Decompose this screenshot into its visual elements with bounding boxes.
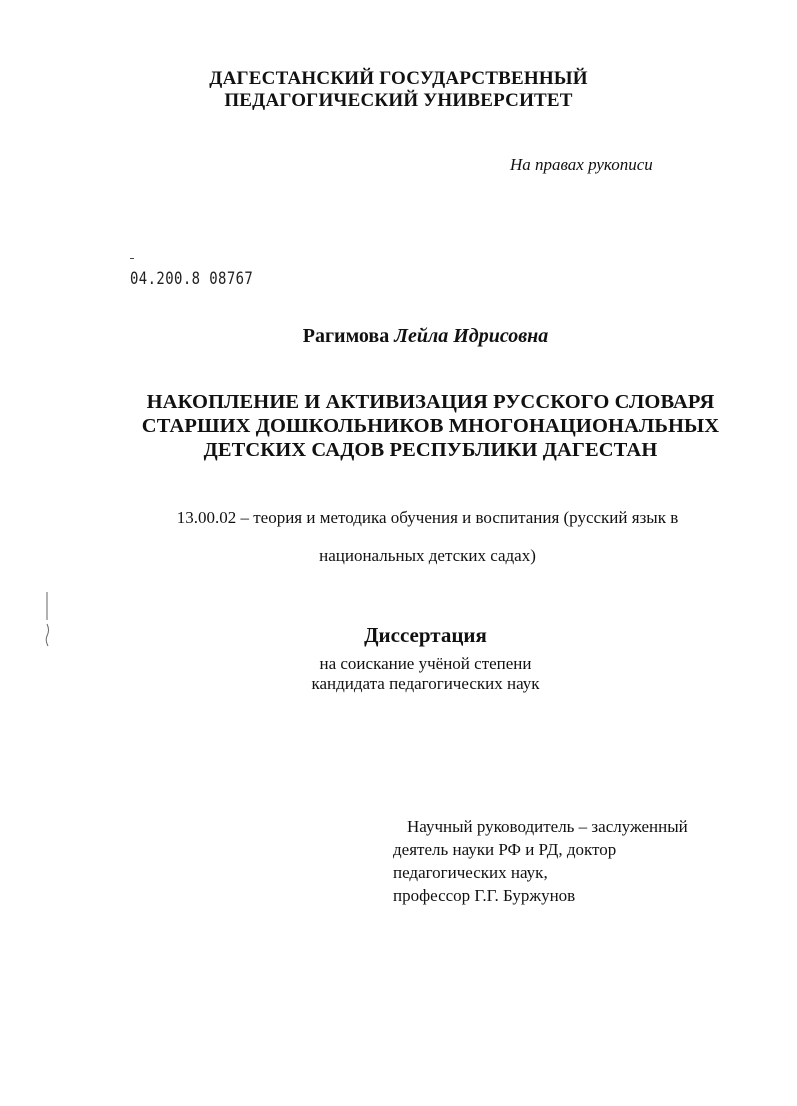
archive-stamp-mark: [130, 258, 134, 262]
author-given-names: Лейла Идрисовна: [394, 325, 549, 347]
specialty-line-2: национальных детских садах): [319, 546, 536, 565]
supervisor-line-3: педагогических наук,: [393, 863, 548, 882]
title-line-3: ДЕТСКИХ САДОВ РЕСПУБЛИКИ ДАГЕСТАН: [203, 439, 658, 461]
university-name: [0, 68, 797, 112]
archive-number-stamp: 04.200.8 08767: [130, 269, 254, 289]
author-surname: Рагимова: [302, 325, 390, 347]
scientific-supervisor: [393, 815, 688, 907]
supervisor-line-2: деятель науки РФ и РД, доктор: [393, 840, 617, 859]
supervisor-line-1: Научный руководитель – заслуженный: [407, 817, 688, 836]
specialty-code: [0, 508, 797, 566]
specialty-line-1: 13.00.02 – теория и методика обучения и воспитания (русский язык в: [176, 508, 679, 527]
university-line-2: ПЕДАГОГИЧЕСКИЙ УНИВЕРСИТЕТ: [224, 90, 573, 111]
dissertation-title: [0, 390, 797, 462]
author-name: [0, 324, 797, 348]
degree-line-2: кандидата педагогических наук: [311, 674, 540, 693]
manuscript-rights-note: На правах рукописи: [510, 155, 653, 174]
document-type: Диссертация: [364, 623, 487, 647]
title-line-1: НАКОПЛЕНИЕ И АКТИВИЗАЦИЯ РУССКОГО СЛОВАРЯ: [146, 391, 715, 413]
university-line-1: ДАГЕСТАНСКИЙ ГОСУДАРСТВЕННЫЙ: [209, 68, 588, 89]
supervisor-line-4: профессор Г.Г. Буржунов: [393, 886, 576, 905]
title-line-2: СТАРШИХ ДОШКОЛЬНИКОВ МНОГОНАЦИОНАЛЬНЫХ: [141, 415, 720, 437]
degree-sought: [0, 654, 797, 694]
degree-line-1: на соискание учёной степени: [319, 654, 532, 673]
